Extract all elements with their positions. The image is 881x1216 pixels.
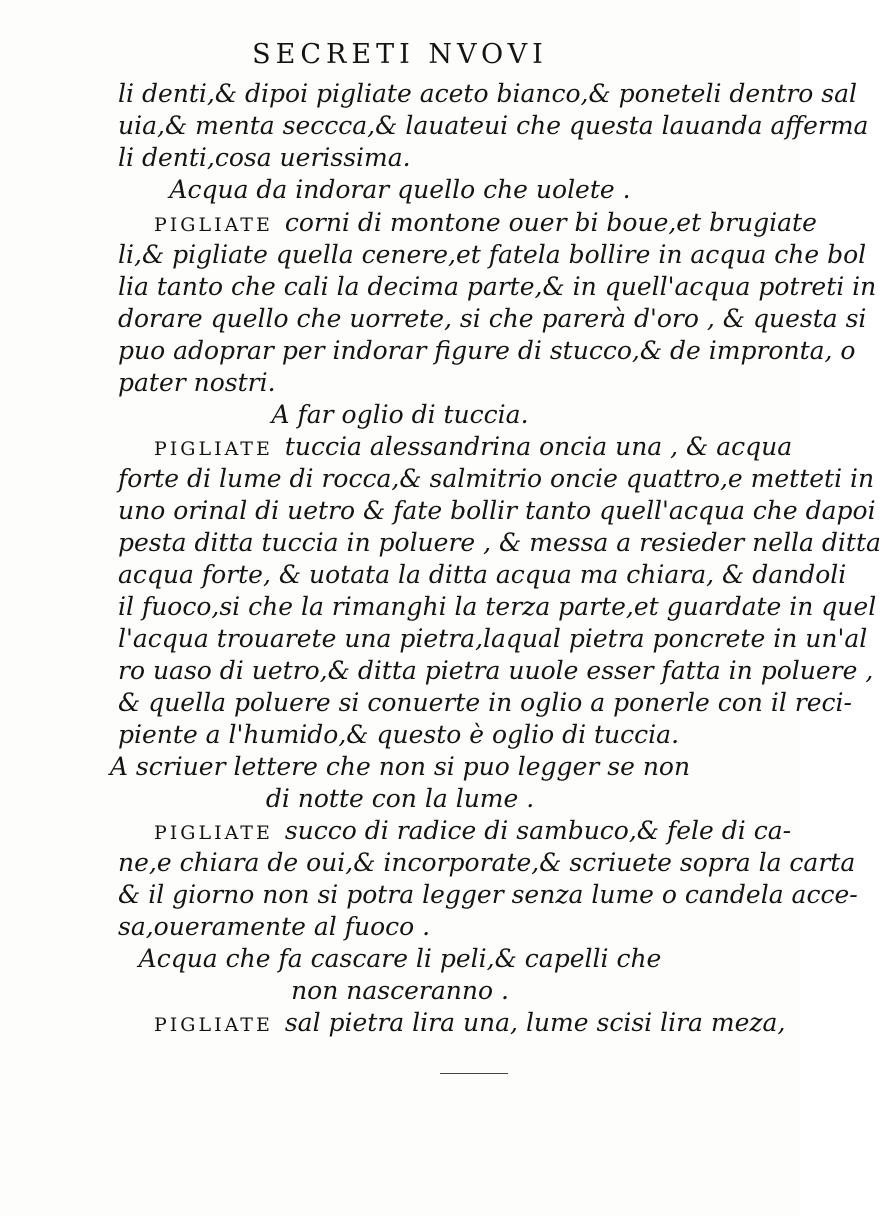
text-line: forte di lume di rocca,& salmitrio oncie quattro,e metteti in xyxy=(118,464,875,493)
text-line: li denti,& dipoi pigliate aceto bianco,& poneteli dentro sal xyxy=(118,79,858,108)
text-line: ro uaso di uetro,& ditta pietra uuole esser fatta in poluere , xyxy=(118,656,874,685)
text-line: pesta ditta tuccia in poluere , & messa a resieder nella ditta xyxy=(118,528,881,557)
section-heading: di notte con la lume . xyxy=(265,784,535,813)
text-line: pater nostri. xyxy=(118,368,276,397)
text-line: li,& pigliate quella cenere,et fatela bollire in acqua che bol xyxy=(118,240,867,269)
text-line: li denti,cosa uerissima. xyxy=(118,143,411,172)
section-heading: A scriuer lettere che non si puo legger se non xyxy=(109,752,691,781)
lead-word: PIGLIATE xyxy=(154,822,273,844)
lead-word: PIGLIATE xyxy=(154,214,273,236)
text-line: uia,& menta seccca,& lauateui che questa lauanda afferma xyxy=(118,111,869,140)
text-line: uno orinal di uetro & fate bollir tanto quell'acqua che dapoi xyxy=(118,496,876,525)
text-line: PIGLIATE corni di montone ouer bi boue,et brugiate xyxy=(154,208,817,237)
running-header: SECRETI NVOVI xyxy=(252,39,548,70)
text-line: dorare quello che uorrete, si che parerà d'oro , & questa si xyxy=(118,304,867,333)
section-heading: Acqua da indorar quello che uolete . xyxy=(169,175,631,204)
page-end-rule xyxy=(440,1073,508,1074)
text-line: ne,e chiara de oui,& incorporate,& scriuete sopra la carta xyxy=(118,848,856,877)
text-line: & il giorno non si potra legger senza lume o candela acce- xyxy=(118,880,858,909)
section-heading: Acqua che fa cascare li peli,& capelli che xyxy=(138,944,662,973)
text-line: il fuoco,si che la rimanghi la terza parte,et guardate in quel xyxy=(118,592,877,621)
text-line: l'acqua trouarete una pietra,laqual pietra poncrete in un'al xyxy=(118,624,868,653)
text-line: sa,oueramente al fuoco . xyxy=(118,912,431,941)
text-line: PIGLIATE succo di radice di sambuco,& fele di ca- xyxy=(154,816,792,845)
text-line: PIGLIATE sal pietra lira una, lume scisi lira meza, xyxy=(154,1008,786,1037)
section-heading: A far oglio di tuccia. xyxy=(271,400,529,429)
text-line: lia tanto che cali la decima parte,& in quell'acqua potreti in xyxy=(118,272,877,301)
section-heading: non nasceranno . xyxy=(291,976,509,1005)
text-line: & quella poluere si conuerte in oglio a ponerle con il reci- xyxy=(118,688,852,717)
text-line: acqua forte, & uotata la ditta acqua ma chiara, & dandoli xyxy=(118,560,847,589)
text-line: piente a l'humido,& questo è oglio di tuccia. xyxy=(118,720,680,749)
text-line: puo adoprar per indorar figure di stucco,& de impronta, o xyxy=(118,336,856,365)
lead-word: PIGLIATE xyxy=(154,1014,273,1036)
text-line: PIGLIATE tuccia alessandrina oncia una , & acqua xyxy=(154,432,793,461)
lead-word: PIGLIATE xyxy=(154,438,273,460)
